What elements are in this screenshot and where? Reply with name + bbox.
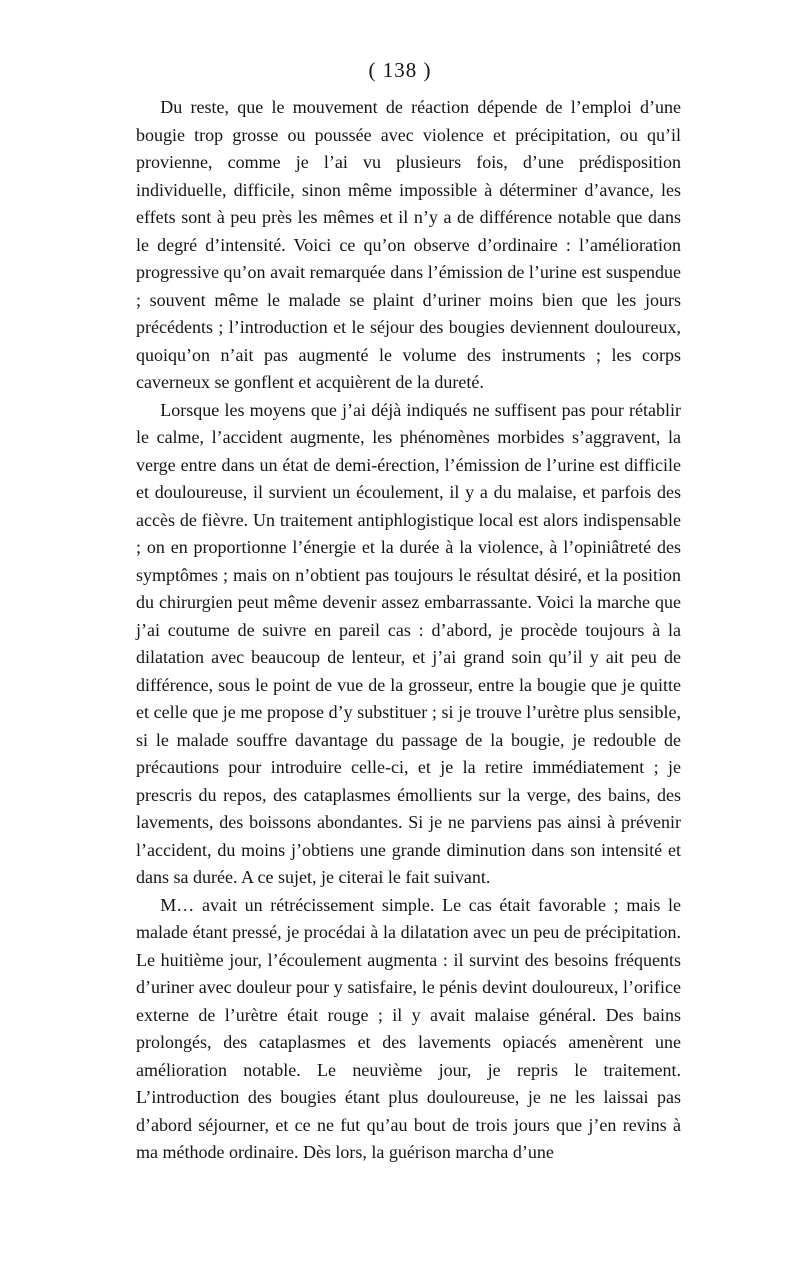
- body-text: [136, 94, 681, 1167]
- paragraph-3: M… avait un rétrécissement simple. Le cas était favorable ; mais le malade étant pressé, je procédai à la dilatation avec un peu de précipitation. Le huitième jour, l’écoulement augmenta : il survint des besoins fréquents d’uriner avec douleur pour y satisfaire, le pénis devint douloureux, l’orifice externe de l’urètre était rouge ; il y avait malaise général. Des bains prolongés, des cataplasmes et des lavements opiacés amenèrent une amélioration notable. Le neuvième jour, je repris le traitement. L’introduction des bougies étant plus douloureuse, je ne les laissai pas d’abord séjourner, et ce ne fut qu’au bout de trois jours que j’en revins à ma méthode ordinaire. Dès lors, la guérison marcha d’une: [136, 894, 681, 1162]
- paragraph-2: Lorsque les moyens que j’ai déjà indiqués ne suffisent pas pour rétablir le calme, l’accident augmente, les phénomènes morbides s’aggravent, la verge entre dans un état de demi-érection, l’émission de l’urine est difficile et douloureuse, il survient un écoulement, il y a du malaise, et parfois des accès de fièvre. Un traitement antiphlogistique local est alors indispensable ; on en proportionne l’énergie et la durée à la violence, à l’opiniâtreté des symptômes ; mais on n’obtient pas toujours le résultat désiré, et la position du chirurgien peut même devenir assez embarrassante. Voici la marche que j’ai coutume de suivre en pareil cas : d’abord, je procède toujours à la dilatation avec beaucoup de lenteur, et j’ai grand soin qu’il y ait peu de différence, sous le point de vue de la grosseur, entre la bougie que je quitte et celle que je me propose d’y substituer ; si je trouve l’urètre plus sensible, si le malade souffre davantage du passage de la bougie, je redouble de précautions pour introduire celle-ci, et je la retire immédiatement ; je prescris du repos, des cataplasmes émollients sur la verge, des bains, des lavements, des boissons abondantes. Si je ne parviens pas ainsi à prévenir l’accident, du moins j’obtiens une grande diminution dans son intensité et dans sa durée. A ce sujet, je citerai le fait suivant.: [136, 399, 681, 887]
- paragraph-1: Du reste, que le mouvement de réaction dépende de l’emploi d’une bougie trop grosse ou poussée avec violence et précipitation, ou qu’il provienne, comme je l’ai vu plusieurs fois, d’une prédisposition individuelle, difficile, sinon même impossible à déterminer d’avance, les effets sont à peu près les mêmes et il n’y a de différence notable que dans le degré d’intensité. Voici ce qu’on observe d’ordinaire : l’amélioration progressive qu’on avait remarquée dans l’émission de l’urine est suspendue ; souvent même le malade se plaint d’uriner moins bien que les jours précédents ; l’introduction et le séjour des bougies deviennent douloureux, quoiqu’on n’ait pas augmenté le volume des instruments ; les corps caverneux se gonflent et acquièrent de la dureté.: [136, 97, 681, 392]
- page-number: ( 138 ): [368, 58, 432, 82]
